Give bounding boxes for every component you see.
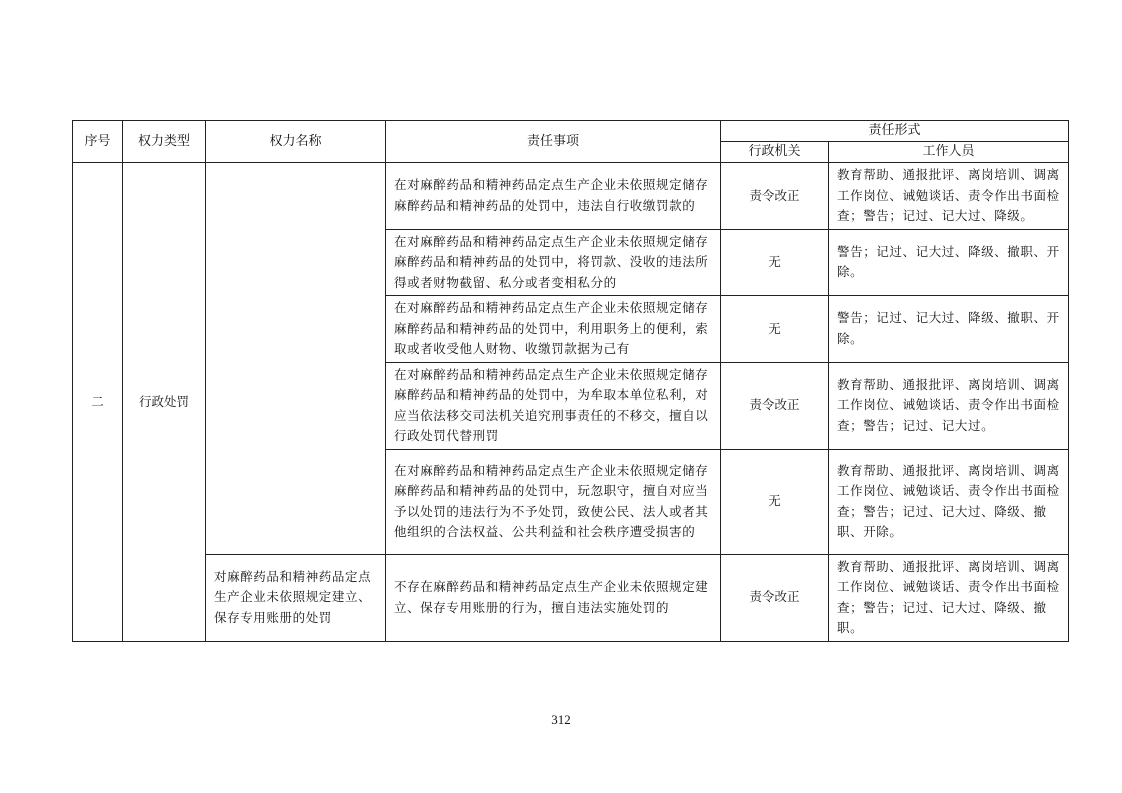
- personnel-cell: 警告；记过、记大过、降级、撤职、开除。: [829, 229, 1069, 296]
- header-power-type: 权力类型: [123, 121, 206, 163]
- personnel-cell: 教育帮助、通报批评、离岗培训、调离工作岗位、诫勉谈话、责令作出书面检查；警告；记过、记大过、降级、撤职。: [829, 554, 1069, 641]
- header-power-name: 权力名称: [206, 121, 386, 163]
- matter-cell: 在对麻醉药品和精神药品定点生产企业未依照规定储存麻醉药品和精神药品的处罚中，违法自行收缴罚款的: [386, 163, 721, 230]
- power-type-cell: 行政处罚: [123, 163, 206, 642]
- agency-cell: 责令改正: [721, 362, 829, 449]
- matter-cell: 在对麻醉药品和精神药品定点生产企业未依照规定储存麻醉药品和精神药品的处罚中，利用职务上的便利，索取或者收受他人财物、收缴罚款据为己有: [386, 296, 721, 363]
- personnel-cell: 教育帮助、通报批评、离岗培训、调离工作岗位、诫勉谈话、责令作出书面检查；警告；记过、记大过。: [829, 362, 1069, 449]
- power-name-cell: 对麻醉药品和精神药品定点生产企业未依照规定建立、保存专用账册的处罚: [206, 554, 386, 641]
- agency-cell: 无: [721, 449, 829, 554]
- personnel-cell: 教育帮助、通报批评、离岗培训、调离工作岗位、诫勉谈话、责令作出书面检查；警告；记过、记大过、降级、撤职、开除。: [829, 449, 1069, 554]
- agency-cell: 责令改正: [721, 163, 829, 230]
- responsibility-table: [72, 120, 1069, 642]
- matter-cell: 在对麻醉药品和精神药品定点生产企业未依照规定储存麻醉药品和精神药品的处罚中，将罚款、没收的违法所得或者财物截留、私分或者变相私分的: [386, 229, 721, 296]
- header-agency: 行政机关: [721, 142, 829, 163]
- matter-cell: 在对麻醉药品和精神药品定点生产企业未依照规定储存麻醉药品和精神药品的处罚中，为牟取本单位私利，对应当依法移交司法机关追究刑事责任的不移交，擅自以行政处罚代替刑罚: [386, 362, 721, 449]
- header-responsibility-form: 责任形式: [721, 121, 1069, 142]
- table-row: [73, 163, 1069, 230]
- header-personnel: 工作人员: [829, 142, 1069, 163]
- power-name-cell-empty: [206, 163, 386, 555]
- personnel-cell: 教育帮助、通报批评、离岗培训、调离工作岗位、诫勉谈话、责令作出书面检查；警告；记过、记大过、降级。: [829, 163, 1069, 230]
- agency-cell: 责令改正: [721, 554, 829, 641]
- header-matter: 责任事项: [386, 121, 721, 163]
- personnel-cell: 警告；记过、记大过、降级、撤职、开除。: [829, 296, 1069, 363]
- header-seq: 序号: [73, 121, 123, 163]
- agency-cell: 无: [721, 229, 829, 296]
- seq-cell: 二: [73, 163, 123, 642]
- table-row: [73, 554, 1069, 641]
- agency-cell: 无: [721, 296, 829, 363]
- matter-cell: 在对麻醉药品和精神药品定点生产企业未依照规定储存麻醉药品和精神药品的处罚中，玩忽职守，擅自对应当予以处罚的违法行为不予处罚，致使公民、法人或者其他组织的合法权益、公共利益和社会秩序遭受损害的: [386, 449, 721, 554]
- page-number: 312: [551, 712, 571, 727]
- matter-cell: 不存在麻醉药品和精神药品定点生产企业未依照规定建立、保存专用账册的行为，擅自违法实施处罚的: [386, 554, 721, 641]
